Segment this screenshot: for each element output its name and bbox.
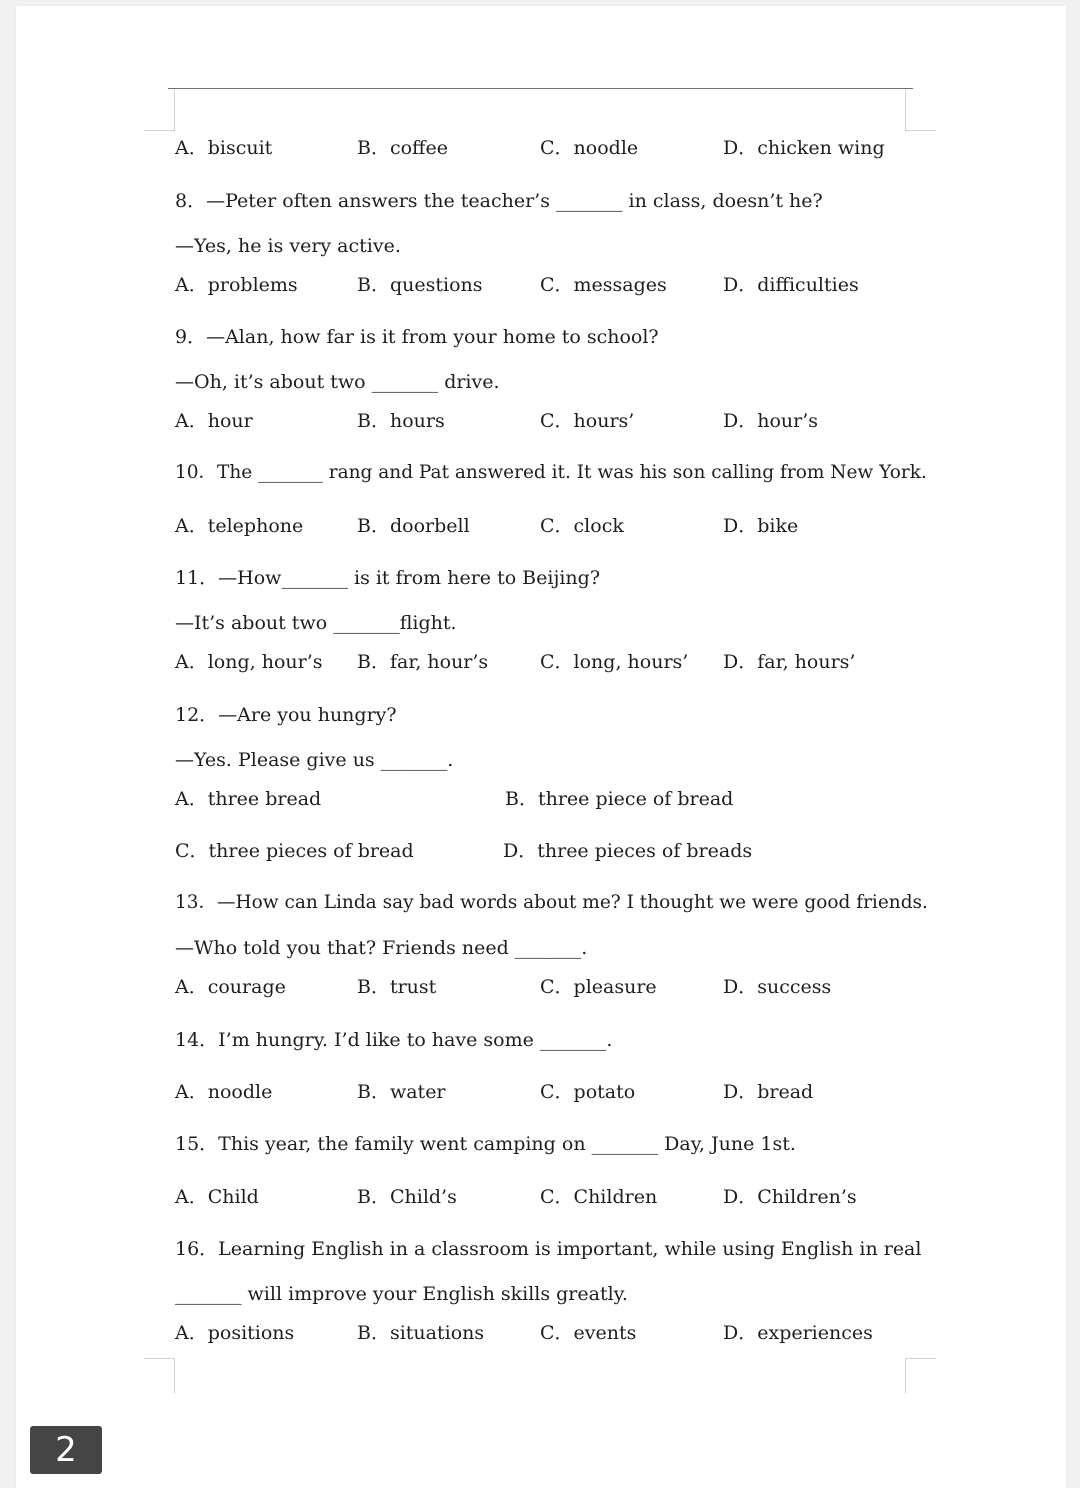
option-a: A．three bread	[175, 788, 322, 810]
question-14-stem: 14．I’m hungry. I’d like to have some _______.	[175, 1029, 613, 1051]
option-d: D．chicken wing	[723, 137, 885, 159]
option-c: C．long, hours’	[540, 651, 689, 673]
crop-mark-top-left	[144, 90, 175, 131]
crop-mark-top-right	[905, 90, 936, 131]
option-c: C．hours’	[540, 410, 635, 432]
option-a: A．courage	[175, 976, 286, 998]
option-b: B．Child’s	[357, 1186, 457, 1208]
option-a: A．problems	[175, 274, 298, 296]
option-a: A．positions	[175, 1322, 295, 1344]
question-8-reply: —Yes, he is very active.	[175, 235, 401, 257]
question-13-stem: 13．—How can Linda say bad words about me? I thought we were good friends.	[175, 892, 928, 913]
option-c: C．clock	[540, 515, 624, 537]
option-b: B．coffee	[357, 137, 449, 159]
option-d: D．experiences	[723, 1322, 873, 1344]
option-a: A．long, hour’s	[175, 651, 323, 673]
question-12-stem: 12．—Are you hungry?	[175, 704, 397, 726]
option-d: D．hour’s	[723, 410, 819, 432]
option-d: D．three pieces of breads	[503, 840, 753, 862]
question-8-stem: 8．—Peter often answers the teacher’s _______ in class, doesn’t he?	[175, 190, 823, 212]
question-13-reply: —Who told you that? Friends need _______.	[175, 937, 588, 959]
option-b: B．questions	[357, 274, 483, 296]
option-a: A．Child	[175, 1186, 259, 1208]
question-16-reply: _______ will improve your English skills greatly.	[175, 1283, 628, 1305]
option-c: C．potato	[540, 1081, 636, 1103]
option-c: C．events	[540, 1322, 637, 1344]
option-d: D．Children’s	[723, 1186, 857, 1208]
question-9-reply: —Oh, it’s about two _______ drive.	[175, 371, 500, 393]
question-12-reply: —Yes. Please give us _______.	[175, 749, 454, 771]
question-16-stem: 16．Learning English in a classroom is important, while using English in real	[175, 1238, 922, 1260]
question-9-stem: 9．—Alan, how far is it from your home to school?	[175, 326, 659, 348]
header-rule	[168, 88, 913, 89]
option-c: C．three pieces of bread	[175, 840, 414, 862]
option-d: D．bike	[723, 515, 799, 537]
question-10-stem: 10．The _______ rang and Pat answered it. It was his son calling from New York.	[175, 462, 927, 483]
option-c: C．pleasure	[540, 976, 657, 998]
option-c: C．Children	[540, 1186, 658, 1208]
option-c: C．messages	[540, 274, 667, 296]
option-a: A．hour	[175, 410, 253, 432]
option-a: A．telephone	[175, 515, 304, 537]
option-a: A．biscuit	[175, 137, 273, 159]
question-11-stem: 11．—How_______ is it from here to Beijing?	[175, 567, 601, 589]
crop-mark-bottom-left	[144, 1358, 175, 1393]
document-page	[16, 6, 1066, 1488]
option-b: B．three piece of bread	[505, 788, 734, 810]
option-d: D．success	[723, 976, 832, 998]
option-b: B．doorbell	[357, 515, 470, 537]
option-b: B．trust	[357, 976, 437, 998]
option-b: B．situations	[357, 1322, 485, 1344]
option-a: A．noodle	[175, 1081, 273, 1103]
crop-mark-bottom-right	[905, 1358, 936, 1393]
option-d: D．far, hours’	[723, 651, 856, 673]
page-number-badge: 2	[30, 1426, 102, 1474]
option-b: B．water	[357, 1081, 446, 1103]
option-d: D．bread	[723, 1081, 814, 1103]
option-b: B．hours	[357, 410, 445, 432]
question-15-stem: 15．This year, the family went camping on _______ Day, June 1st.	[175, 1133, 796, 1155]
question-11-reply: —It’s about two _______flight.	[175, 612, 457, 634]
option-b: B．far, hour’s	[357, 651, 489, 673]
option-c: C．noodle	[540, 137, 639, 159]
option-d: D．difficulties	[723, 274, 859, 296]
